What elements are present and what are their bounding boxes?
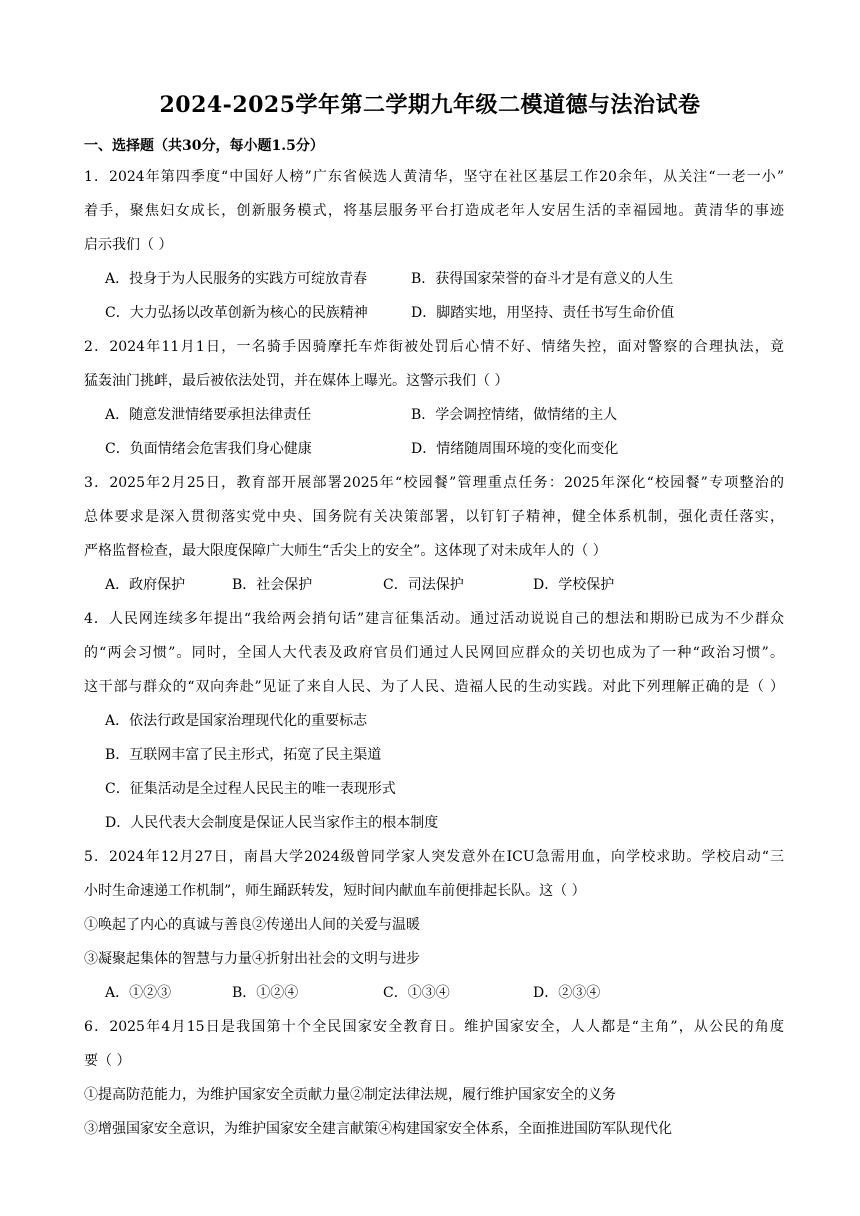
question-1-option-c: C．大力弘扬以改革创新为核心的民族精神 xyxy=(105,305,368,321)
question-1-option-b: B．获得国家荣誉的奋斗才是有意义的人生 xyxy=(411,271,674,287)
question-6-line-2: 要（ ） xyxy=(84,1053,131,1069)
question-3-option-b: B．社会保护 xyxy=(232,577,313,593)
question-4-option-c: C．征集活动是全过程人民民主的唯一表现形式 xyxy=(105,781,396,797)
question-1-line-3: 启示我们（ ） xyxy=(84,237,173,253)
question-2-option-c: C．负面情绪会危害我们身心健康 xyxy=(105,441,312,457)
question-2-option-b: B．学会调控情绪，做情绪的主人 xyxy=(411,407,618,423)
question-2-option-a: A．随意发泄情绪要承担法律责任 xyxy=(105,407,312,423)
question-5-option-a: A．①②③ xyxy=(105,985,172,1001)
question-1-line-2: 着手，聚焦妇女成长，创新服务模式，将基层服务平台打造成老年人安居生活的幸福园地。黄清华的事迹 xyxy=(84,203,784,219)
question-5-option-b: B．①②④ xyxy=(232,985,299,1001)
question-3-option-a: A．政府保护 xyxy=(105,577,186,593)
page-title: 2024-2025学年第二学期九年级二模道德与法治试卷 xyxy=(159,92,701,118)
question-2-option-d: D．情绪随周围环境的变化而变化 xyxy=(411,441,619,457)
question-3-option-d: D．学校保护 xyxy=(533,577,615,593)
question-1-option-a: A．投身于为人民服务的实践方可绽放青春 xyxy=(105,271,368,287)
question-5-statement-2: ③凝聚起集体的智慧与力量④折射出社会的文明与进步 xyxy=(84,951,420,967)
question-3-option-c: C．司法保护 xyxy=(383,577,464,593)
question-5-line-1: 5．2024年12月27日，南昌大学2024级曾同学家人突发意外在ICU急需用血，向学校求助。学校启动“三 xyxy=(84,849,784,865)
question-4-option-a: A．依法行政是国家治理现代化的重要标志 xyxy=(105,713,368,729)
question-4-option-d: D．人民代表大会制度是保证人民当家作主的根本制度 xyxy=(105,815,439,831)
question-4-line-1: 4．人民网连续多年提出“我给两会捎句话”建言征集活动。通过活动说说自己的想法和期盼已成为不少群众 xyxy=(84,611,784,627)
question-6-line-1: 6．2025年4月15日是我国第十个全民国家安全教育日。维护国家安全，人人都是“主角”，从公民的角度 xyxy=(84,1019,784,1035)
question-5-statement-1: ①唤起了内心的真诚与善良②传递出人间的关爱与温暖 xyxy=(84,917,420,933)
question-3-line-1: 3．2025年2月25日，教育部开展部署2025年“校园餐”管理重点任务：2025年深化“校园餐”专项整治的 xyxy=(84,475,784,491)
question-1-line-1: 1．2024年第四季度“中国好人榜”广东省候选人黄清华，坚守在社区基层工作20余年，从关注“一老一小” xyxy=(84,169,784,185)
question-4-option-b: B．互联网丰富了民主形式，拓宽了民主渠道 xyxy=(105,747,382,763)
question-5-line-2: 小时生命速递工作机制”，师生踊跃转发，短时间内献血车前便排起长队。这（ ） xyxy=(84,883,586,899)
question-1-option-d: D．脚踏实地，用坚持、责任书写生命价值 xyxy=(411,305,675,321)
question-4-line-2: 的“两会习惯”。同时，全国人大代表及政府官员们通过人民网回应群众的关切也成为了一种“政治习惯”。 xyxy=(84,645,784,661)
question-6-statement-1: ①提高防范能力，为维护国家安全贡献力量②制定法律法规，履行维护国家安全的义务 xyxy=(84,1087,616,1103)
question-5-option-d: D．②③④ xyxy=(533,985,601,1001)
question-6-statement-2: ③增强国家安全意识，为维护国家安全建言献策④构建国家安全体系，全面推进国防军队现代化 xyxy=(84,1121,672,1137)
question-2-line-2: 猛轰油门挑衅，最后被依法处罚，并在媒体上曝光。这警示我们（ ） xyxy=(84,373,509,389)
question-5-option-c: C．①③④ xyxy=(383,985,450,1001)
question-4-line-3: 这干部与群众的“双向奔赴”见证了来自人民、为了人民、造福人民的生动实践。对此下列理解正确的是（ ） xyxy=(84,679,784,695)
section-heading: 一、选择题（共30分，每小题1.5分） xyxy=(84,138,324,154)
question-3-line-2: 总体要求是深入贯彻落实党中央、国务院有关决策部署，以钉钉子精神，健全体系机制，强化责任落实， xyxy=(84,509,784,525)
question-2-line-1: 2．2024年11月1日，一名骑手因骑摩托车炸街被处罚后心情不好、情绪失控，面对警察的合理执法，竟 xyxy=(84,339,784,355)
question-3-line-3: 严格监督检查，最大限度保障广大师生“舌尖上的安全”。这体现了对未成年人的（ ） xyxy=(84,543,607,559)
